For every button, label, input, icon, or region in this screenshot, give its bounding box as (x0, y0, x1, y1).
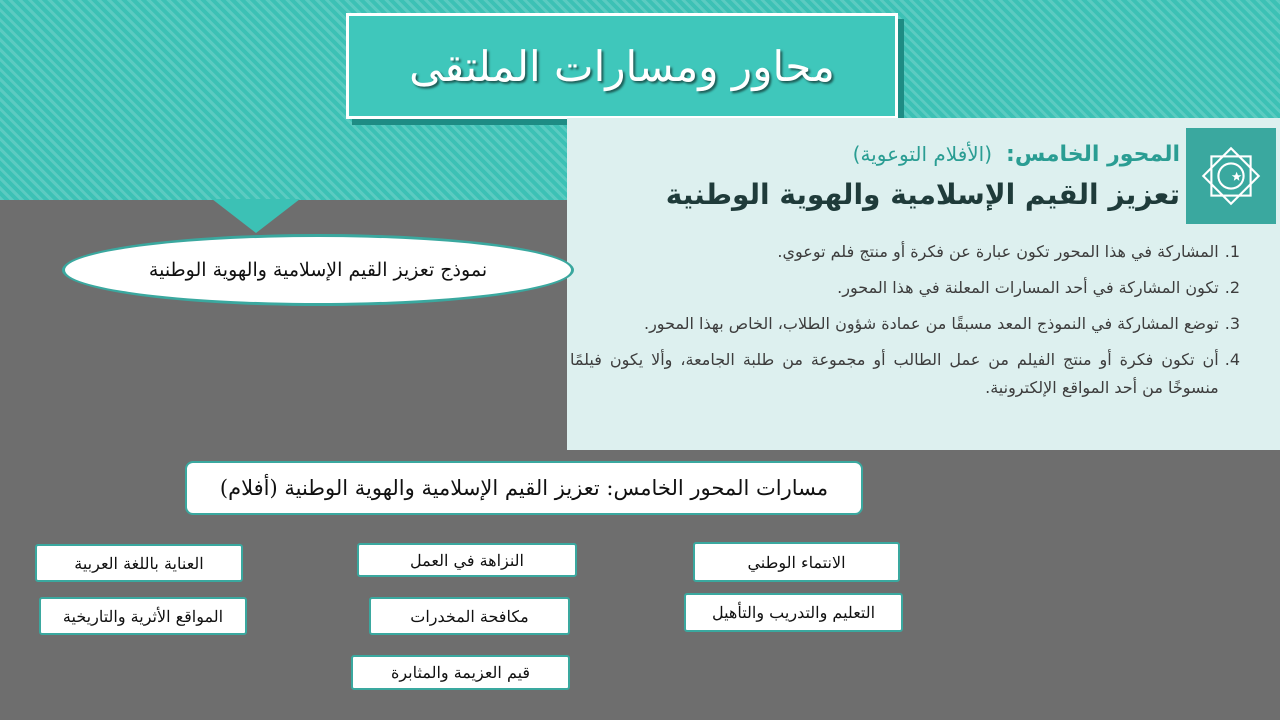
rule-item (570, 310, 1240, 338)
rule-text: المشاركة في هذا المحور تكون عبارة عن فكرة أو منتج فلم توعوي. (777, 242, 1219, 261)
rule-item (570, 346, 1240, 402)
rule-number: 4. (1224, 350, 1240, 369)
rule-text: تكون المشاركة في أحد المسارات المعلنة في هذا المحور. (837, 278, 1219, 297)
track-determination-values[interactable]: قيم العزيمة والمثابرة (351, 655, 570, 690)
track-education-training[interactable]: التعليم والتدريب والتأهيل (684, 593, 903, 632)
rule-number: 2. (1224, 278, 1240, 297)
axis-info-panel (567, 118, 1280, 450)
axis-heading-row (853, 142, 1180, 167)
islamic-star-crescent-icon (1196, 141, 1266, 211)
rule-item (570, 238, 1240, 266)
rule-number: 1. (1224, 242, 1240, 261)
track-arabic-language[interactable]: العناية باللغة العربية (35, 544, 243, 582)
tracks-header: مسارات المحور الخامس: تعزيز القيم الإسلامية والهوية الوطنية (أفلام) (219, 476, 829, 500)
rule-item (570, 274, 1240, 302)
axis-subtitle: (الأفلام التوعوية) (852, 142, 993, 166)
slide-title: محاور ومسارات الملتقى (409, 41, 835, 91)
rule-text: توضع المشاركة في النموذج المعد مسبقًا من عمادة شؤون الطلاب، الخاص بهذا المحور. (643, 314, 1219, 333)
track-heritage-sites[interactable]: المواقع الأثرية والتاريخية (39, 597, 247, 635)
axis-label: المحور الخامس: (1006, 142, 1180, 167)
model-label: نموذج تعزيز القيم الإسلامية والهوية الوطنية (148, 259, 488, 281)
track-national-belonging[interactable]: الانتماء الوطني (693, 542, 900, 582)
slide-title-box (346, 13, 898, 119)
rules-list (570, 238, 1240, 410)
model-link-ellipse[interactable] (62, 234, 574, 306)
axis-icon-box (1186, 128, 1276, 224)
axis-title: تعزيز القيم الإسلامية والهوية الوطنية (665, 178, 1180, 211)
banner-pointer (212, 199, 300, 233)
rule-text: أن تكون فكرة أو منتج الفيلم من عمل الطالب أو مجموعة من طلبة الجامعة، وألا يكون فيلمًا منسوخًا من أحد المواقع الإلكترونية. (570, 350, 1219, 397)
tracks-header-box (185, 461, 863, 515)
rule-number: 3. (1224, 314, 1240, 333)
track-work-integrity[interactable]: النزاهة في العمل (357, 543, 577, 577)
track-anti-drugs[interactable]: مكافحة المخدرات (369, 597, 570, 635)
